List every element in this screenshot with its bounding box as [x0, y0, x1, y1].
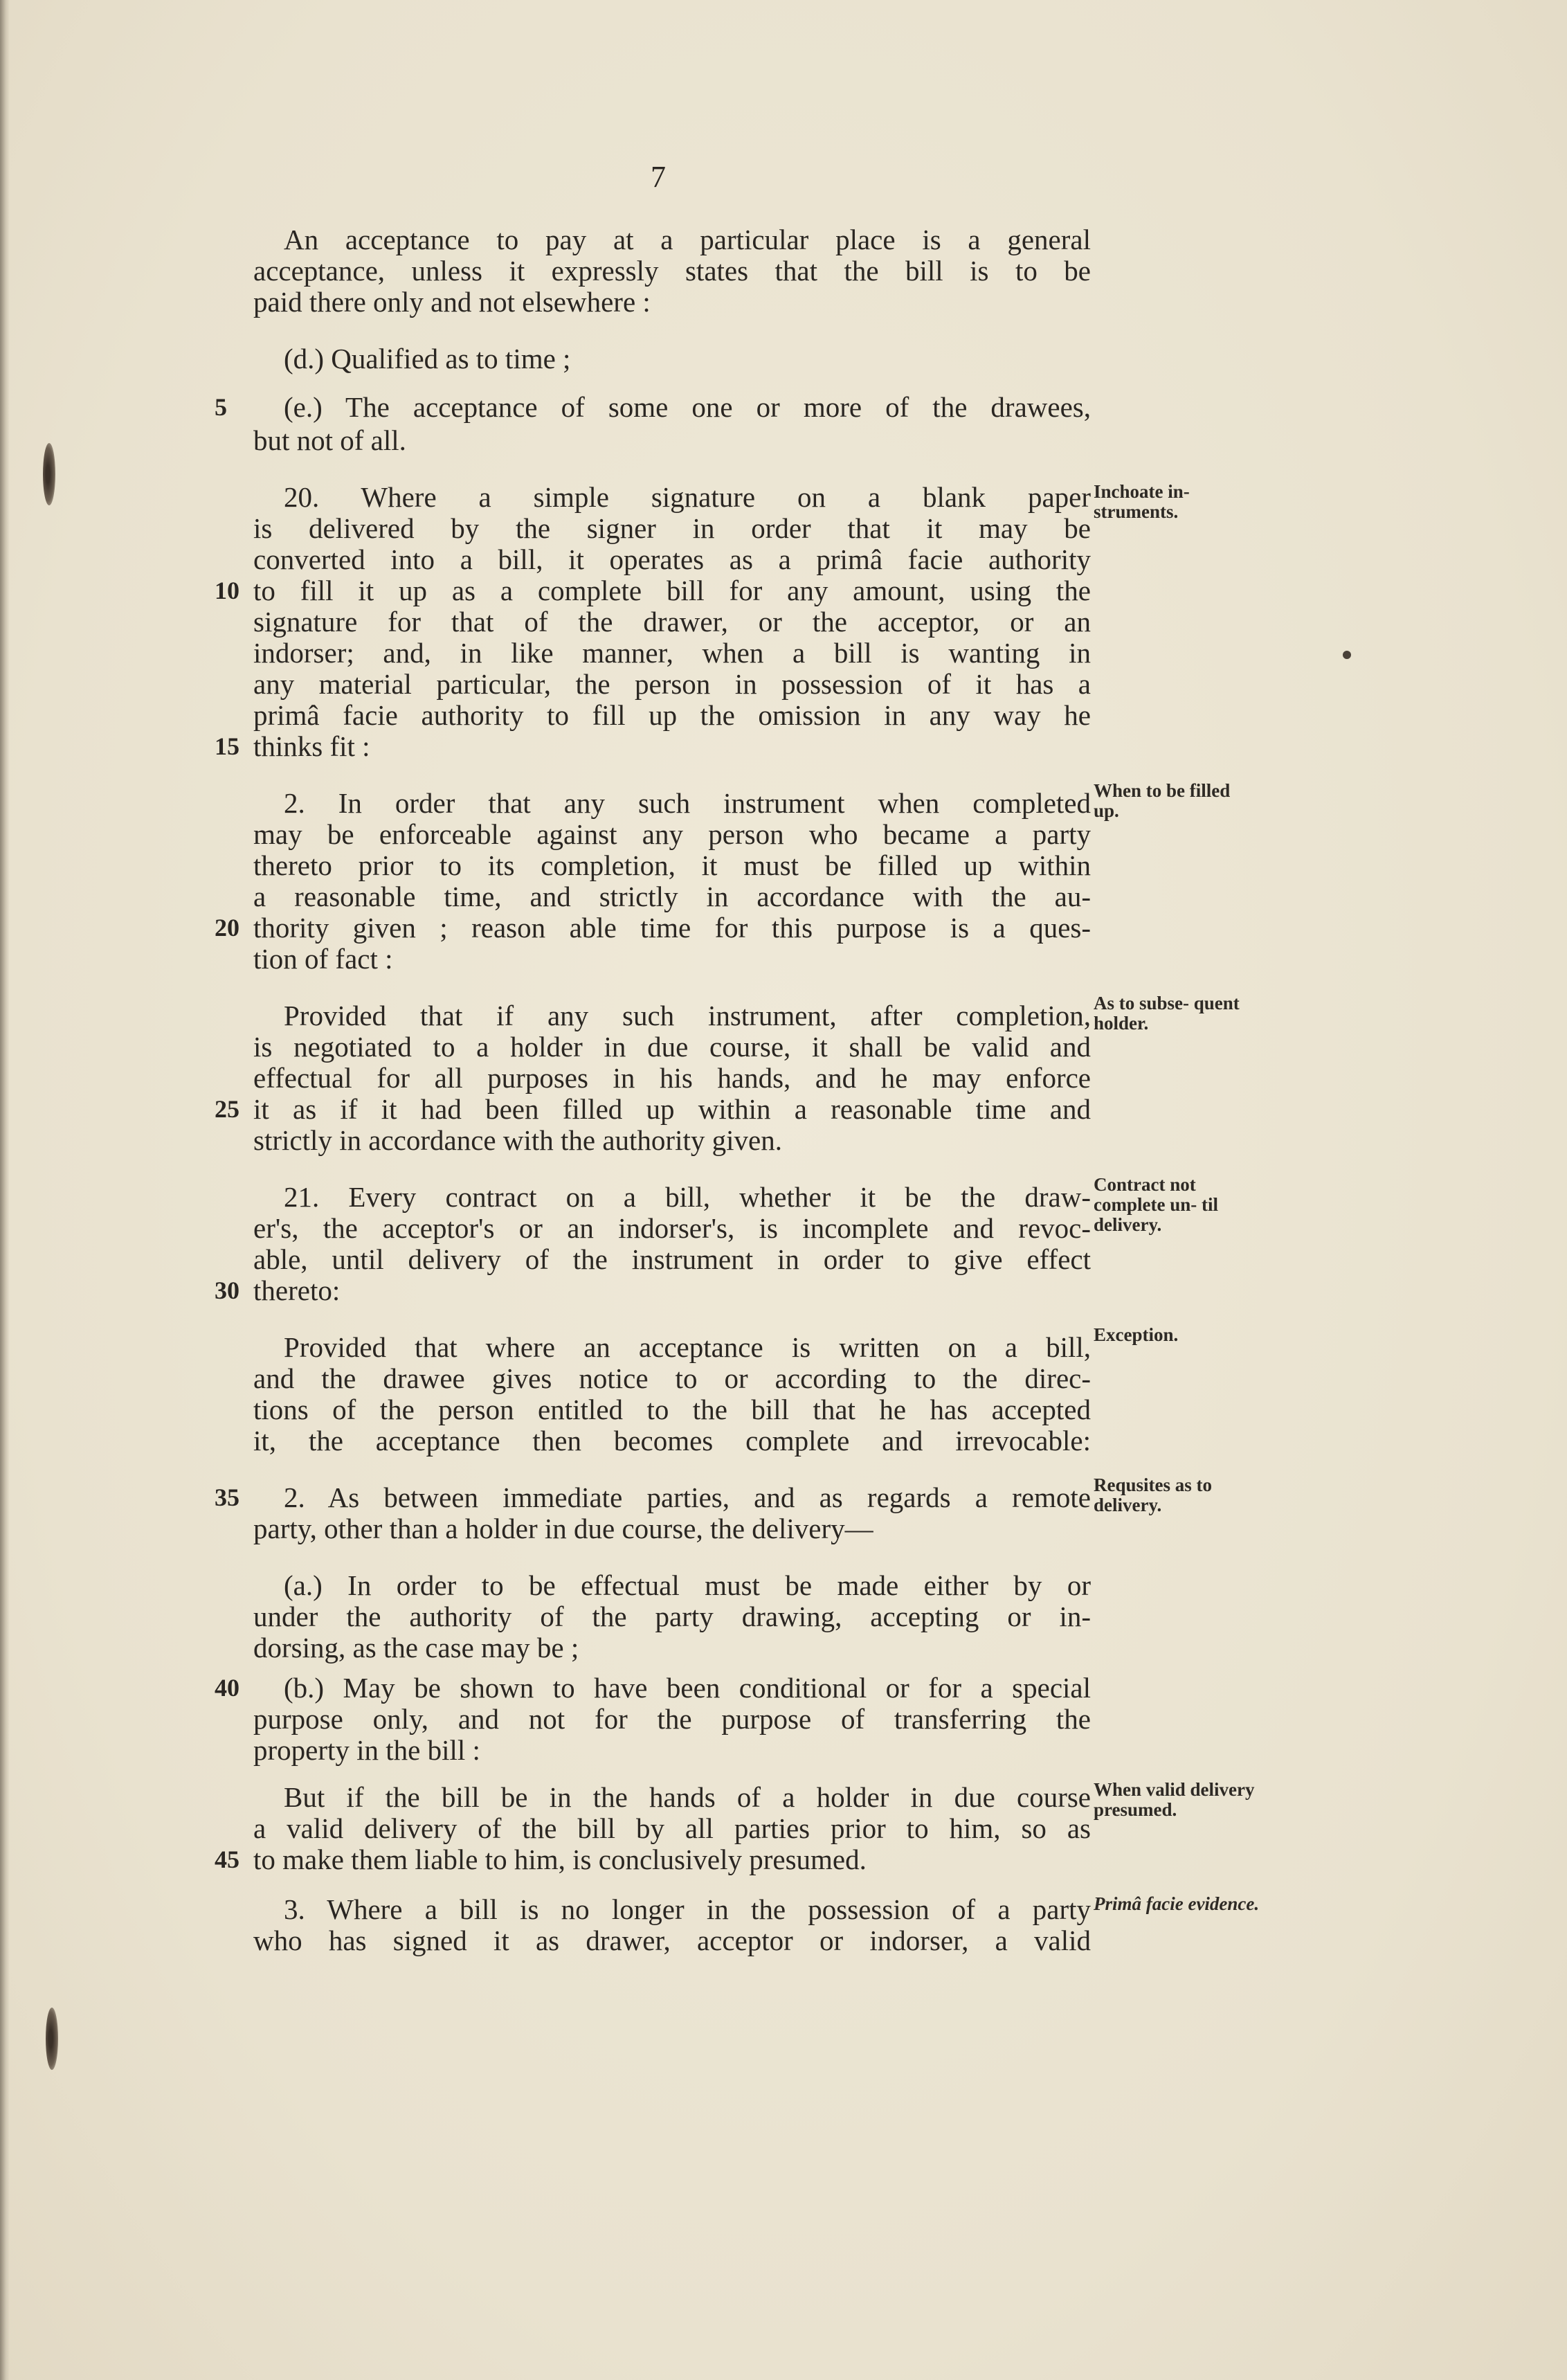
- text-line: 2. In order that any such instrument when completed: [284, 787, 1091, 819]
- text-line: converted into a bill, it operates as a primâ facie authority: [253, 543, 1091, 575]
- line-number: 35: [215, 1484, 239, 1511]
- text-line: 2. As between immediate parties, and as regards a remote: [284, 1481, 1091, 1513]
- margin-note: When to be filled up.: [1094, 780, 1231, 821]
- line-number: 15: [215, 732, 239, 760]
- line-number: 30: [215, 1277, 239, 1304]
- text-line: 20. Where a simple signature on a blank paper: [284, 481, 1091, 513]
- text-line: thereto:: [253, 1274, 341, 1306]
- text-line: it as if it had been filled up within a reasonable time and: [253, 1093, 1091, 1125]
- text-line: but not of all.: [253, 424, 406, 456]
- margin-note: Inchoate in- struments.: [1094, 481, 1190, 522]
- text-line: But if the bill be in the hands of a holder in due course: [284, 1781, 1091, 1813]
- text-line: er's, the acceptor's or an indorser's, is incomplete and revoc-: [253, 1212, 1091, 1244]
- text-line: strictly in accordance with the authority given.: [253, 1124, 782, 1156]
- text-line: is negotiated to a holder in due course, it shall be valid and: [253, 1031, 1091, 1063]
- page-number: 7: [651, 160, 666, 194]
- text-line: 21. Every contract on a bill, whether it be the draw-: [284, 1181, 1091, 1213]
- line-number: 5: [215, 393, 227, 421]
- margin-note: Exception.: [1094, 1324, 1179, 1345]
- text-line: able, until delivery of the instrument in order to give effect: [253, 1243, 1091, 1275]
- text-line: primâ facie authority to fill up the omission in any way he: [253, 699, 1091, 731]
- text-line: paid there only and not elsewhere :: [253, 286, 651, 318]
- text-line: (b.) May be shown to have been conditional or for a special: [284, 1672, 1091, 1704]
- text-line: thereto prior to its completion, it must be filled up within: [253, 849, 1091, 881]
- page-edge: [0, 0, 10, 2380]
- text-line: (d.) Qualified as to time ;: [284, 343, 571, 375]
- text-line: thinks fit :: [253, 730, 370, 762]
- text-line: property in the bill :: [253, 1734, 480, 1766]
- text-line: it, the acceptance then becomes complete and irrevocable:: [253, 1425, 1091, 1457]
- text-line: indorser; and, in like manner, when a bill is wanting in: [253, 637, 1091, 669]
- text-line: (e.) The acceptance of some one or more of the drawees,: [284, 391, 1091, 423]
- text-line: may be enforceable against any person who became a party: [253, 818, 1091, 850]
- margin-note: Primâ facie evidence.: [1094, 1893, 1260, 1914]
- text-line: and the drawee gives notice to or according to the direc-: [253, 1362, 1091, 1394]
- text-line: is delivered by the signer in order that it may be: [253, 512, 1091, 544]
- margin-note: Requsites as to delivery.: [1094, 1475, 1213, 1515]
- text-line: any material particular, the person in possession of it has a: [253, 668, 1091, 700]
- line-number: 40: [215, 1674, 239, 1702]
- line-number: 20: [215, 914, 239, 941]
- text-line: An acceptance to pay at a particular place is a general: [284, 224, 1091, 255]
- text-line: Provided that if any such instrument, after completion,: [284, 1000, 1091, 1031]
- text-line: acceptance, unless it expressly states that the bill is to be: [253, 255, 1091, 287]
- ink-dot: [1343, 651, 1351, 659]
- text-line: 3. Where a bill is no longer in the possession of a party: [284, 1893, 1091, 1925]
- margin-note: Contract not complete un- til delivery.: [1094, 1174, 1218, 1235]
- text-line: tion of fact :: [253, 943, 393, 975]
- text-line: under the authority of the party drawing, accepting or in-: [253, 1601, 1091, 1632]
- margin-note: As to subse- quent holder.: [1094, 993, 1240, 1034]
- text-line: purpose only, and not for the purpose of transferring the: [253, 1703, 1091, 1735]
- binding-hole-mark-top: [43, 443, 55, 505]
- text-line: effectual for all purposes in his hands, and he may enforce: [253, 1062, 1091, 1094]
- text-line: Provided that where an acceptance is written on a bill,: [284, 1331, 1091, 1363]
- text-line: a reasonable time, and strictly in accordance with the au-: [253, 881, 1091, 912]
- line-number: 25: [215, 1095, 239, 1123]
- text-line: (a.) In order to be effectual must be made either by or: [284, 1569, 1091, 1601]
- text-line: a valid delivery of the bill by all parties prior to him, so as: [253, 1812, 1091, 1844]
- line-number: 45: [215, 1846, 239, 1873]
- text-line: thority given ; reason able time for this purpose is a ques-: [253, 912, 1091, 944]
- text-line: tions of the person entitled to the bill that he has accepted: [253, 1394, 1091, 1425]
- line-number: 10: [215, 577, 239, 604]
- text-line: signature for that of the drawer, or the acceptor, or an: [253, 606, 1091, 638]
- binding-hole-mark-bottom: [46, 2008, 58, 2070]
- text-line: to fill it up as a complete bill for any amount, using the: [253, 575, 1091, 606]
- text-line: who has signed it as drawer, acceptor or indorser, a valid: [253, 1924, 1091, 1956]
- text-line: party, other than a holder in due course, the delivery—: [253, 1513, 873, 1544]
- margin-note: When valid delivery presumed.: [1094, 1779, 1255, 1820]
- text-line: to make them liable to him, is conclusively presumed.: [253, 1843, 867, 1875]
- text-line: dorsing, as the case may be ;: [253, 1632, 579, 1664]
